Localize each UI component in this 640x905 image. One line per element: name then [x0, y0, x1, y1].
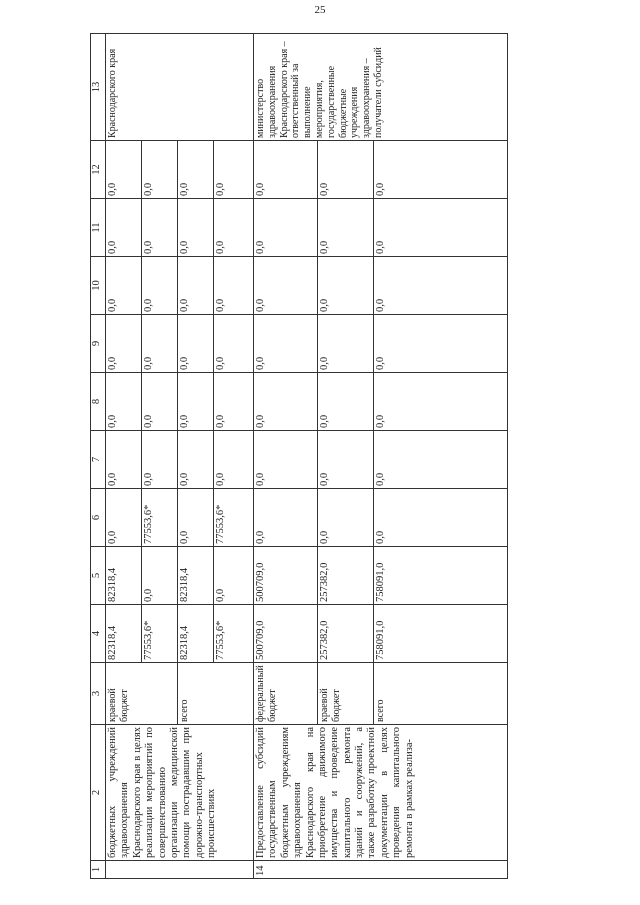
year-cell: 0,0: [106, 489, 142, 547]
row-number-cell: [106, 861, 254, 879]
year-cell: 0,0: [374, 431, 508, 489]
year-cell: 0,0: [254, 315, 318, 373]
measure-description: бюджетных учреждений здравоохранения Краснодарского края в целях реализации мероприятий по совершенствованию организации медицинской помощи пострадавшим при дорожно-транспортных происшествиях: [106, 725, 254, 861]
page-number: 25: [314, 4, 326, 16]
year-cell: 0,0: [106, 199, 142, 257]
responsible-cell: министерство здравоохранения Краснодарского края – ответственный за выполнение мероприятия, государственные бюджетные учреждения здравоохранения – получатели субсидий: [254, 34, 508, 141]
year-cell: 0,0: [214, 431, 254, 489]
year-cell: 0,0: [374, 141, 508, 199]
year-cell: 0,0: [318, 373, 374, 431]
year-cell: 0,0: [374, 257, 508, 315]
year-cell: 0,0: [318, 199, 374, 257]
year-cell: 0,0: [178, 431, 214, 489]
row-number-cell: 14: [254, 861, 508, 879]
year-cell: 0,0: [178, 489, 214, 547]
col-header: 1: [91, 861, 106, 879]
year-cell: 0,0: [142, 199, 178, 257]
table-row: [254, 34, 318, 879]
year-cell: 0,0: [142, 141, 178, 199]
col-header: 4: [91, 605, 106, 663]
funding-source: всего: [178, 663, 254, 725]
year-cell: 0,0: [374, 315, 508, 373]
year-cell: 82318,4: [106, 547, 142, 605]
year-cell: 0,0: [374, 489, 508, 547]
year-cell: 0,0: [178, 199, 214, 257]
total-cell: 500709,0: [254, 605, 318, 663]
year-cell: 0,0: [254, 257, 318, 315]
col-header: 12: [91, 141, 106, 199]
total-cell: 77553,6*: [214, 605, 254, 663]
year-cell: 0,0: [178, 315, 214, 373]
col-header: 3: [91, 663, 106, 725]
total-cell: 77553,6*: [142, 605, 178, 663]
year-cell: 0,0: [214, 257, 254, 315]
header-row: [91, 34, 106, 879]
year-cell: 758091,0: [374, 547, 508, 605]
year-cell: 0,0: [142, 257, 178, 315]
year-cell: 0,0: [374, 199, 508, 257]
year-cell: 0,0: [214, 141, 254, 199]
year-cell: 0,0: [254, 199, 318, 257]
year-cell: 0,0: [214, 547, 254, 605]
year-cell: 0,0: [142, 431, 178, 489]
year-cell: 0,0: [142, 315, 178, 373]
year-cell: 0,0: [254, 431, 318, 489]
col-header: 9: [91, 315, 106, 373]
year-cell: 0,0: [178, 257, 214, 315]
col-header: 13: [91, 34, 106, 141]
year-cell: 77553,6*: [142, 489, 178, 547]
rotated-table-container: [90, 34, 530, 879]
year-cell: 0,0: [318, 141, 374, 199]
total-cell: 82318,4: [106, 605, 142, 663]
total-cell: 82318,4: [178, 605, 214, 663]
year-cell: 0,0: [214, 199, 254, 257]
col-header: 8: [91, 373, 106, 431]
responsible-cell: Краснодарского края: [106, 34, 254, 141]
funding-source: федеральный бюджет: [254, 663, 318, 725]
total-cell: 257382,0: [318, 605, 374, 663]
year-cell: 0,0: [254, 141, 318, 199]
year-cell: 500709,0: [254, 547, 318, 605]
year-cell: 0,0: [178, 141, 214, 199]
year-cell: 257382,0: [318, 547, 374, 605]
col-header: 7: [91, 431, 106, 489]
budget-table: [90, 33, 508, 879]
year-cell: 0,0: [142, 547, 178, 605]
year-cell: 0,0: [106, 373, 142, 431]
year-cell: 0,0: [214, 315, 254, 373]
funding-source: краевой бюджет: [318, 663, 374, 725]
col-header: 5: [91, 547, 106, 605]
funding-source: краевой бюджет: [106, 663, 178, 725]
col-header: 6: [91, 489, 106, 547]
year-cell: 0,0: [178, 373, 214, 431]
year-cell: 77553,6*: [214, 489, 254, 547]
year-cell: 0,0: [318, 315, 374, 373]
measure-description: Предоставление субсидий государственным бюджетным учреждениям здравоохранения Краснодарского края на приобретение движимого имущества и проведение капитального ремонта зданий и сооружений, а также разработку проектной документации в целях проведения капитального ремонта в рамках реализа-: [254, 725, 508, 861]
year-cell: 0,0: [214, 373, 254, 431]
table-row: [106, 34, 142, 879]
col-header: 2: [91, 725, 106, 861]
year-cell: 0,0: [106, 431, 142, 489]
year-cell: 0,0: [318, 257, 374, 315]
col-header: 10: [91, 257, 106, 315]
year-cell: 0,0: [318, 489, 374, 547]
year-cell: 82318,4: [178, 547, 214, 605]
col-header: 11: [91, 199, 106, 257]
year-cell: 0,0: [142, 373, 178, 431]
year-cell: 0,0: [106, 315, 142, 373]
funding-source: всего: [374, 663, 508, 725]
year-cell: 0,0: [106, 141, 142, 199]
total-cell: 758091,0: [374, 605, 508, 663]
year-cell: 0,0: [106, 257, 142, 315]
year-cell: 0,0: [374, 373, 508, 431]
year-cell: 0,0: [254, 489, 318, 547]
year-cell: 0,0: [254, 373, 318, 431]
year-cell: 0,0: [318, 431, 374, 489]
